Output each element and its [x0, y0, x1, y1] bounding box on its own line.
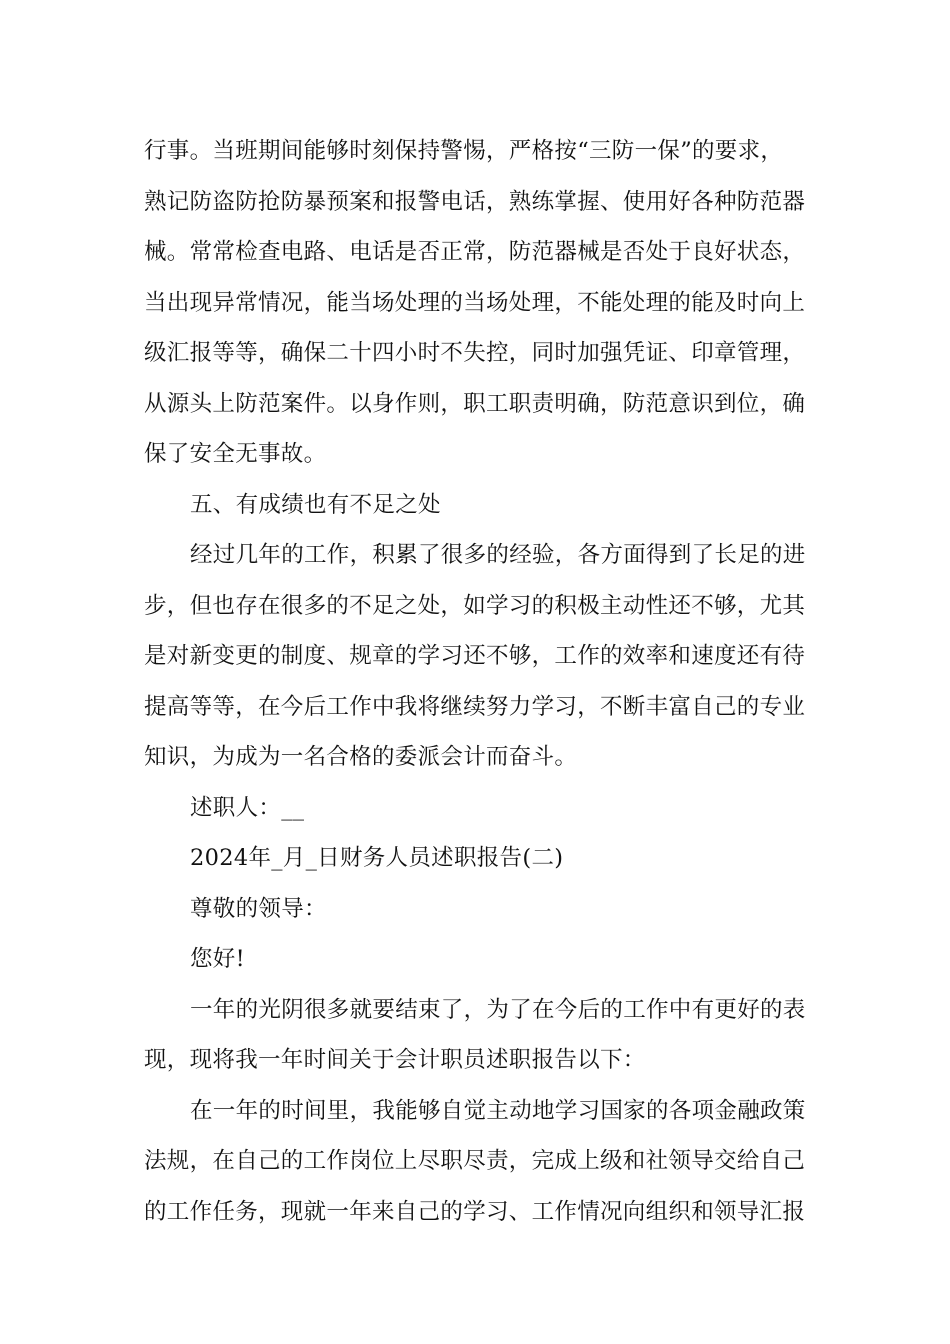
body-line-7: 保了安全无事故。 — [144, 441, 327, 467]
body-line-12: 提高等等，在今后工作中我将继续努力学习，不断丰富自己的专业 — [144, 693, 806, 720]
body-line-9: 经过几年的工作，积累了很多的经验，各方面得到了长足的进 — [190, 542, 806, 568]
body-line-21: 法规，在自己的工作岗位上尽职尽责，完成上级和社领导交给自己 — [144, 1148, 806, 1174]
document-body — [144, 126, 809, 1237]
body-line-20: 在一年的时间里，我能够自觉主动地学习国家的各项金融政策 — [190, 1097, 806, 1124]
body-line-4: 当出现异常情况，能当场处理的当场处理，不能处理的能及时向上 — [144, 289, 806, 316]
report-title: 2024年_月_日财务人员述职报告(二) — [190, 845, 564, 871]
body-line-3: 械。常常检查电路、电话是否正常，防范器械是否处于良好状态， — [144, 239, 806, 265]
salutation: 尊敬的领导： — [190, 895, 327, 922]
body-line-6: 从源头上防范案件。以身作则，职工职责明确，防范意识到位，确 — [144, 390, 806, 417]
body-line-2: 熟记防盗防抢防暴预案和报警电话，熟练掌握、使用好各种防范器 — [144, 188, 806, 215]
body-line-1: 行事。当班期间能够时刻保持警惕，严格按“三防一保”的要求， — [144, 138, 784, 164]
body-line-13: 知识，为成为一名合格的委派会计而奋斗。 — [144, 744, 578, 770]
body-line-18: 一年的光阴很多就要结束了，为了在今后的工作中有更好的表 — [190, 996, 806, 1023]
body-line-10: 步，但也存在很多的不足之处，如学习的积极主动性还不够，尤其 — [144, 592, 806, 619]
body-line-11: 是对新变更的制度、规章的学习还不够，工作的效率和速度还有待 — [144, 643, 806, 669]
reporter-signature: 述职人：__ — [190, 794, 305, 821]
body-line-22: 的工作任务，现就一年来自己的学习、工作情况向组织和领导汇报 — [144, 1198, 806, 1225]
body-line-5: 级汇报等等，确保二十四小时不失控，同时加强凭证、印章管理， — [144, 340, 806, 366]
section-heading: 五、有成绩也有不足之处 — [190, 491, 441, 518]
body-line-19: 现，现将我一年时间关于会计职员述职报告以下： — [144, 1047, 646, 1073]
greeting: 您好! — [190, 946, 245, 972]
